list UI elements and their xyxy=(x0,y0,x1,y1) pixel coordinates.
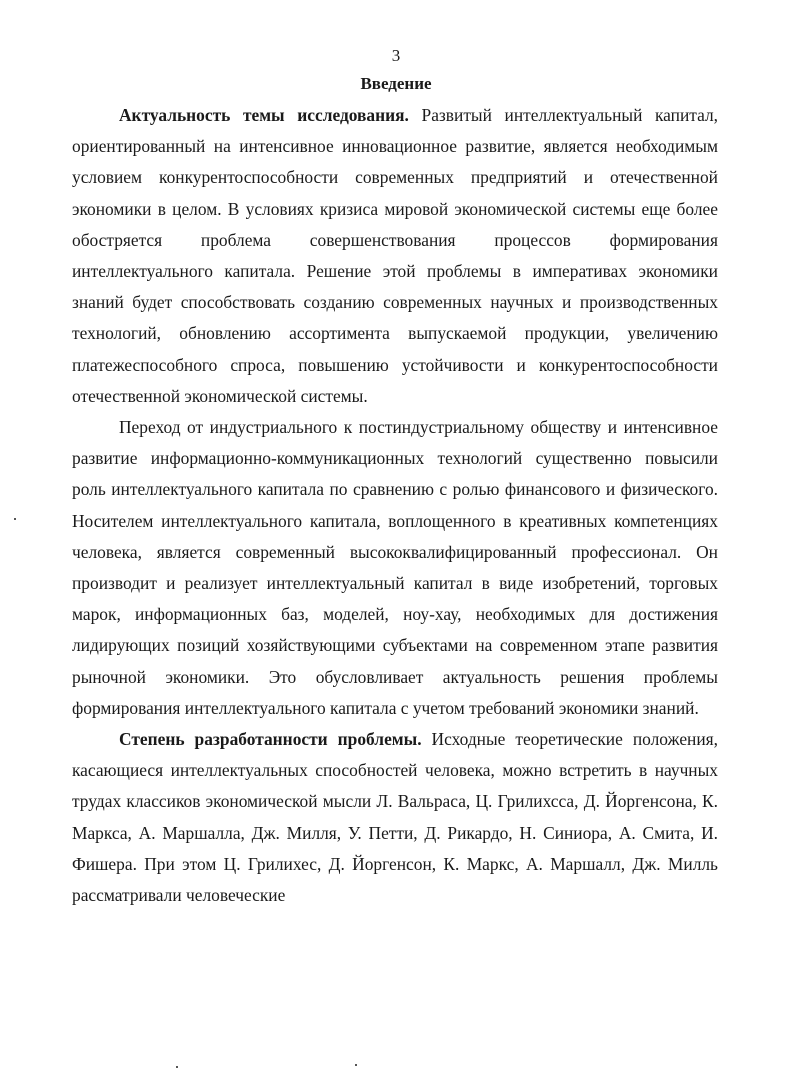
paragraph-development-degree xyxy=(72,724,718,911)
paragraph-text: Переход от индустриального к постиндустриальному обществу и интенсивное развитие информационно-коммуникационных технологий существенно повысили роль интеллектуального капитала по сравнению с ролью финансового и физического. Носителем интеллектуального капитала, воплощенного в креативных компетенциях человека, является современный высококвалифицированный профессионал. Он производит и реализует интеллектуальный капитал в виде изобретений, торговых марок, информационных баз, моделей, ноу-хау, необходимых для достижения лидирующих позиций хозяйствующими субъектами на современном этапе развития рыночной экономики. Это обусловливает актуальность решения проблемы формирования интеллектуального капитала с учетом требований экономики знаний. xyxy=(72,417,718,718)
paragraph-lead: Степень разработанности проблемы. xyxy=(119,729,422,750)
scan-artifact xyxy=(176,1066,178,1068)
paragraph-transition xyxy=(72,412,718,724)
page-number: 3 xyxy=(391,46,401,65)
paragraph-text: Исходные теоретические положения, касающиеся интеллектуальных способностей человека, можно встретить в научных трудах классиков экономической мысли Л. Вальраса, Ц. Грилихсса, Д. Йоргенсона, К. Маркса, А. Маршалла, Дж. Милля, У. Петти, Д. Рикардо, Н. Синиора, А. Смита, И. Фишера. При этом Ц. Грилихес, Д. Йоргенсон, К. Маркс, А. Маршалл, Дж. Милль рассматривали человеческие xyxy=(72,729,718,906)
body-text xyxy=(72,100,718,911)
scan-artifact xyxy=(14,518,16,520)
section-heading: Введение xyxy=(360,74,432,93)
scan-artifact xyxy=(355,1064,357,1066)
paragraph-text: Развитый интеллектуальный капитал, ориентированный на интенсивное инновационное развитие, является необходимым условием конкурентоспособности современных предприятий и отечественной экономики в целом. В условиях кризиса мировой экономической системы еще более обостряется проблема совершенствования процессов формирования интеллектуального капитала. Решение этой проблемы в императивах экономики знаний будет способствовать созданию современных научных и производственных технологий, обновлению ассортимента выпускаемой продукции, увеличению платежеспособного спроса, повышению устойчивости и конкурентоспособности отечественной экономической системы. xyxy=(72,105,719,406)
paragraph-relevance xyxy=(72,100,718,412)
paragraph-lead: Актуальность темы исследования. xyxy=(119,105,409,125)
